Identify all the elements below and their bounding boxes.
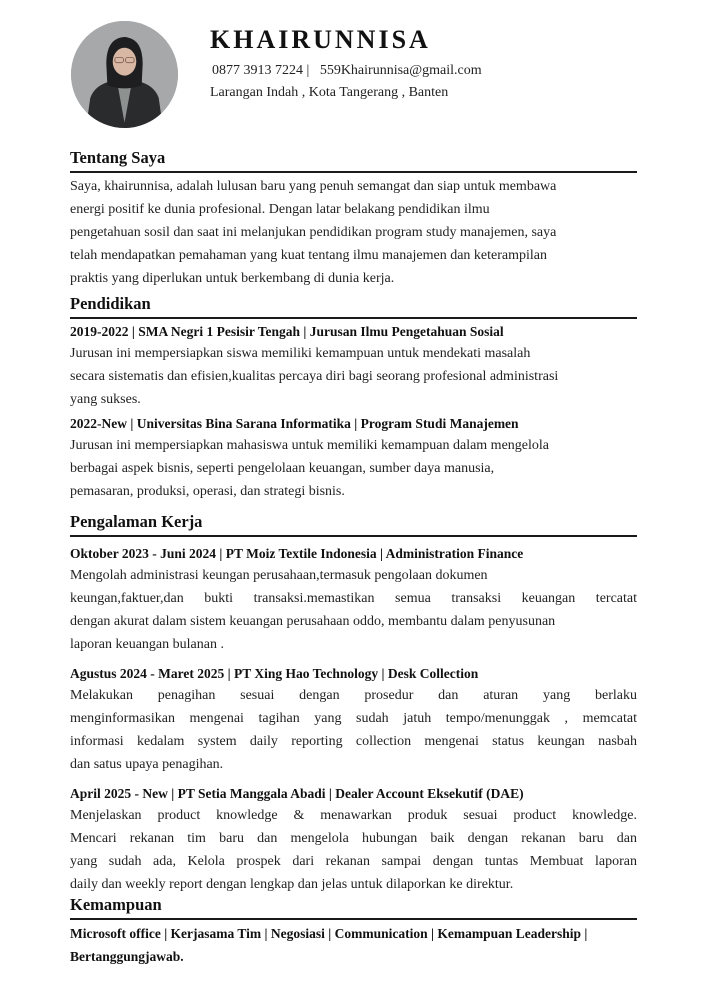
- entry-heading: Oktober 2023 - Juni 2024 | PT Moiz Textile Indonesia | Administration Finance: [70, 546, 524, 561]
- education-entry: [70, 414, 637, 503]
- about-section: [70, 147, 637, 290]
- candidate-name: KHAIRUNNISA: [210, 25, 431, 54]
- text-line: energi positif ke dunia profesional. Dengan latar belakang pendidikan ilmu: [70, 202, 490, 217]
- text-line: yang sudah ada, Kelola prospek dari rekanan sampai dengan tuntas Membuat laporan: [70, 854, 637, 869]
- text-line: laporan keuangan bulanan .: [70, 637, 224, 652]
- text-line: praktis yang diperlukan untuk berkembang di dunia kerja.: [70, 271, 395, 286]
- entry-heading: 2019-2022 | SMA Negri 1 Pesisir Tengah | Jurusan Ilmu Pengetahuan Sosial: [70, 324, 504, 339]
- experience-entry: [70, 784, 637, 896]
- entry-description: [70, 804, 637, 896]
- text-line: daily dan weekly report dengan lengkap dan jelas untuk dilaporkan ke direktur.: [70, 877, 514, 892]
- text-line: Menjelaskan product knowledge & menawarkan produk sesuai product knowledge.: [70, 808, 637, 823]
- email-address: 559Khairunnisa@gmail.com: [319, 63, 482, 78]
- skills-section: [70, 894, 637, 968]
- text-line: Jurusan ini mempersiapkan siswa memiliki kemampuan untuk mendekati masalah: [70, 346, 531, 361]
- text-line: Saya, khairunnisa, adalah lulusan baru yang penuh semangat dan siap untuk membawa: [70, 179, 557, 194]
- entry-heading: Agustus 2024 - Maret 2025 | PT Xing Hao Technology | Desk Collection: [70, 666, 479, 681]
- text-line: menginformasikan mengenai tagihan yang sudah jatuh tempo/menunggak , memcatat: [70, 711, 637, 726]
- contact-line: [212, 63, 482, 79]
- text-line: pemasaran, produksi, operasi, dan strategi bisnis.: [70, 484, 345, 499]
- entry-description: [70, 342, 637, 411]
- text-line: informasi kedalam system daily reporting collection mengenai status keungan nasbah: [70, 734, 637, 749]
- text-line: Mencari rekanan tim baru dan mengelola hubungan baik dengan rekanan baru dan: [70, 831, 637, 846]
- text-line: Melakukan penagihan sesuai dengan prosedur dan aturan yang berlaku: [70, 688, 637, 703]
- entry-description: [70, 684, 637, 776]
- entry-description: [70, 434, 637, 503]
- person-photo-icon: [71, 21, 178, 128]
- section-divider: [70, 317, 637, 319]
- experience-entry: [70, 544, 637, 656]
- text-line: telah mendapatkan pemahaman yang kuat tentang ilmu manajemen dan keterampilan: [70, 248, 547, 263]
- text-line: dengan akurat dalam sistem keuangan perusahaan oddo, membantu dalam penyusunan: [70, 614, 556, 629]
- section-divider: [70, 918, 637, 920]
- section-divider: [70, 171, 637, 173]
- text-line: Mengolah administrasi keungan perusahaan,termasuk pengolaan dokumen: [70, 568, 488, 583]
- about-text: [70, 175, 637, 290]
- education-section: [70, 293, 637, 503]
- text-line: secara sistematis dan efisien,kualitas percaya diri bagi seorang profesional administrasi: [70, 369, 559, 384]
- experience-entry: [70, 664, 637, 776]
- text-line: keungan,faktuer,dan bukti transaksi.memastikan semua transaksi keuangan tercatat: [70, 591, 637, 606]
- section-title: Tentang Saya: [70, 148, 166, 167]
- experience-section: [70, 511, 637, 896]
- section-divider: [70, 535, 637, 537]
- entry-description: [70, 564, 637, 656]
- education-entry: [70, 322, 637, 411]
- section-title: Pengalaman Kerja: [70, 512, 203, 531]
- text-line: yang sukses.: [70, 392, 141, 407]
- entry-heading: 2022-New | Universitas Bina Sarana Informatika | Program Studi Manajemen: [70, 416, 519, 431]
- entry-heading: April 2025 - New | PT Setia Manggala Abadi | Dealer Account Eksekutif (DAE): [70, 786, 524, 801]
- skills-list: [70, 922, 637, 968]
- skills-line: Microsoft office | Kerjasama Tim | Negosiasi | Communication | Kemampuan Leadership |: [70, 926, 588, 941]
- section-title: Kemampuan: [70, 895, 162, 914]
- skills-line: Bertanggungjawab.: [70, 949, 184, 964]
- section-title: Pendidikan: [70, 294, 151, 313]
- text-line: dan satus upaya penagihan.: [70, 757, 224, 772]
- profile-photo: [71, 21, 178, 128]
- text-line: pengetahuan sosil dan saat ini melanjukan pendidikan program study manajemen, saya: [70, 225, 557, 240]
- phone-number: 0877 3913 7224 |: [212, 63, 310, 78]
- address: Larangan Indah , Kota Tangerang , Banten: [210, 85, 449, 100]
- text-line: Jurusan ini mempersiapkan mahasiswa untuk memiliki kemampuan dalam mengelola: [70, 438, 549, 453]
- text-line: berbagai aspek bisnis, seperti pengelolaan keuangan, sumber daya manusia,: [70, 461, 495, 476]
